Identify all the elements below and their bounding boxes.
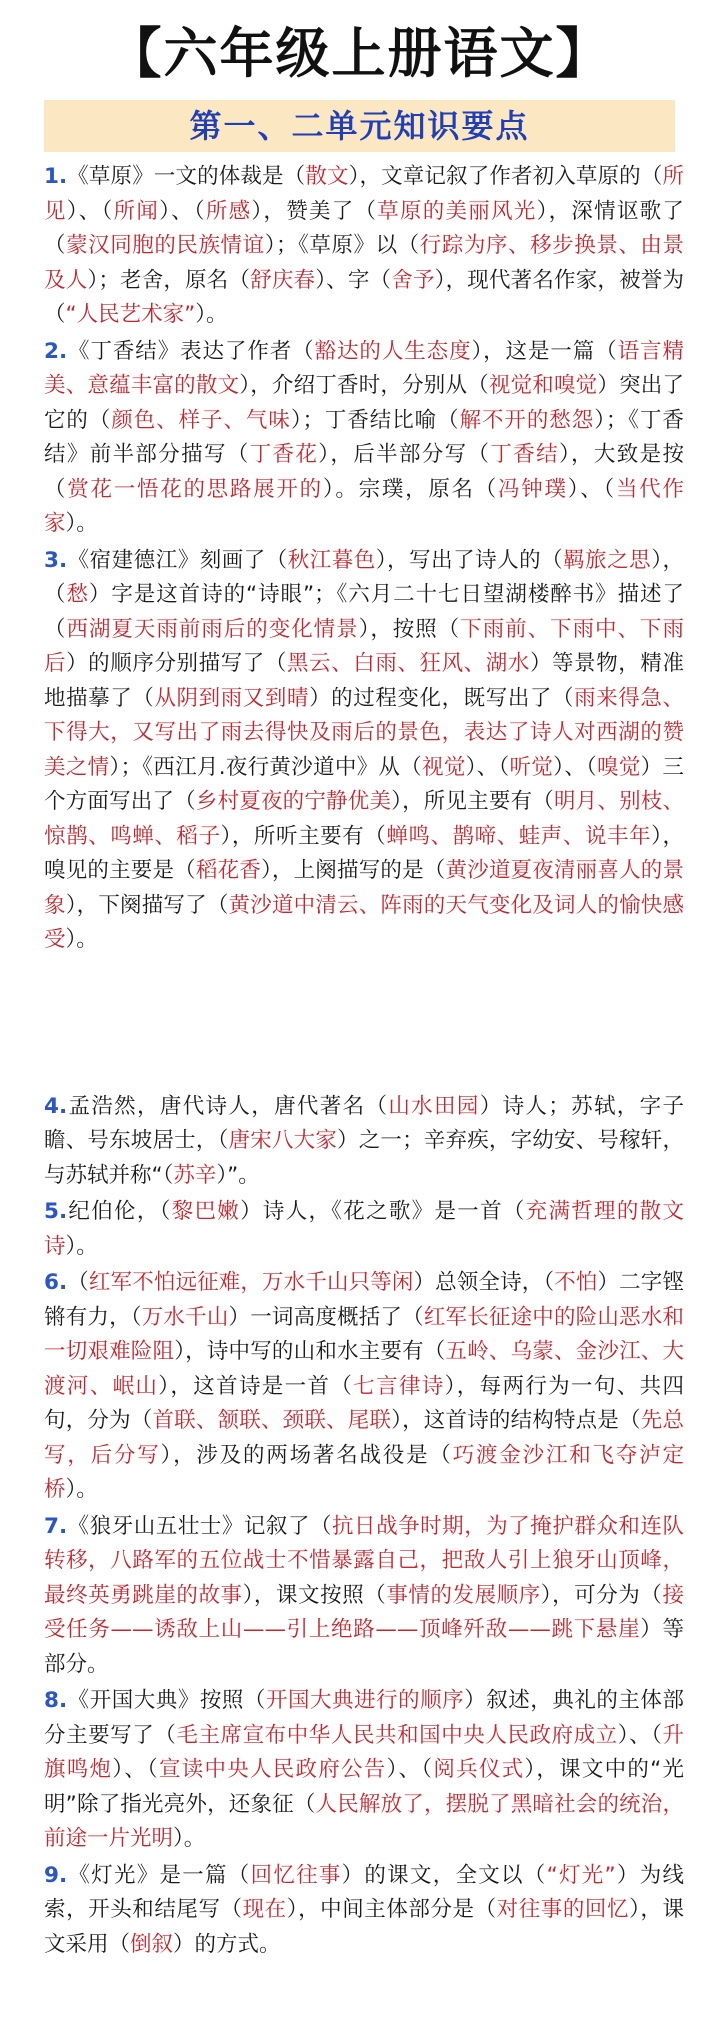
answer-text: 充满哲理的散文诗 [44, 1199, 684, 1259]
answer-text: 赏花一悟花的思路展开的 [67, 476, 323, 502]
list-item [44, 1195, 684, 1264]
question-text: ），大致是按（ [44, 442, 684, 502]
item-number: 4. [44, 1093, 68, 1119]
answer-text: 开国大典进行的顺序 [265, 1688, 465, 1713]
question-text: 孟浩然，唐代诗人，唐代著名（ [67, 1093, 389, 1119]
item-number: 7. [44, 1513, 68, 1539]
section-banner: 第一、二单元知识要点 [44, 100, 675, 152]
answer-text: 黑云、白雨、狂风、湖水 [286, 651, 530, 676]
answer-text: 所感 [205, 198, 252, 224]
question-text: 《丁香结》表达了作者（ [67, 338, 315, 364]
question-text: ）、（ [112, 1757, 160, 1782]
answer-text: 黎巴嫩 [171, 1199, 241, 1224]
question-text: （ [67, 1270, 89, 1295]
answer-text: 唐宋八大家 [228, 1128, 338, 1153]
question-text: 《宿建德江》刻画了（ [67, 547, 288, 573]
answer-text: 蝉鸣、鹊啼、蛙声、说丰年 [386, 823, 652, 849]
list-item [44, 544, 684, 958]
answer-text: 人民解放了，摆脱了黑暗社会的统治，前途一片光明 [44, 1791, 684, 1851]
question-text: ），中间主体部分是（ [286, 1897, 497, 1922]
item-number: 2. [44, 338, 68, 364]
answer-text: 接受任务——诱敌上山——引上绝路——顶峰歼敌——跳下悬崖 [44, 1582, 684, 1642]
answer-text: 视觉和嗅觉 [488, 373, 598, 398]
question-text: ），嗅见的主要是（ [44, 823, 684, 883]
list-item [44, 160, 684, 333]
question-text: ），所听主要有（ [220, 823, 387, 849]
question-text: ），可分为（ [540, 1582, 663, 1608]
question-text: ）；《西江月.夜行黄沙道中》从（ [109, 754, 423, 780]
question-text: ）。 [65, 1477, 98, 1502]
answer-text: 所闻 [113, 198, 160, 224]
answer-text: 万水千山 [141, 1304, 229, 1330]
question-text: ）诗人；苏轼，字子瞻、号东坡居士，（ [44, 1093, 684, 1153]
question-text: ），所见主要有（ [391, 789, 554, 814]
answer-text: 山水田园 [388, 1093, 480, 1119]
answer-text: 蒙汉同胞的民族情谊 [66, 233, 265, 258]
question-text: ），涉及的两场著名战役是（ [160, 1442, 453, 1468]
answer-text: 当代作家 [44, 476, 684, 536]
answer-text: 不怕 [554, 1270, 598, 1295]
page-title: 【六年级上册语文】 [107, 21, 612, 85]
question-text: ）的过程变化，既写出了（ [309, 685, 575, 711]
question-text: ）；老舍，原名（ [87, 267, 251, 293]
item-number: 5. [44, 1199, 68, 1224]
question-text: ）、（ [465, 754, 510, 780]
answer-text: 红军长征途中的险山恶水和一切艰难险阻 [44, 1304, 684, 1364]
answer-text: 丁香结 [490, 442, 559, 467]
answer-text: 羁旅之思 [563, 547, 652, 573]
answer-text: 雨来得急、下得大，又写出了雨去得快及雨后的景色，表达了诗人对西湖的赞美之情 [44, 685, 684, 780]
question-text: ）、（ [553, 754, 598, 780]
question-text: ），课文中的“光明”除了指光亮外，还象征（ [44, 1757, 684, 1817]
question-text: ）。 [65, 511, 98, 536]
question-text: ），介绍丁香时，分别从（ [239, 373, 489, 398]
question-text: ），这首诗的结构特点是（ [391, 1408, 641, 1433]
answer-text: 红军不怕远征难，万水千山只等闲 [88, 1270, 414, 1295]
answer-text: 稻花香 [195, 858, 261, 883]
answer-text: 抗日战争时期，为了掩护群众和连队转移，八路军的五位战士不惜暴露自己，把敌人引上狼牙山顶峰，最终英勇跳崖的故事 [44, 1513, 684, 1608]
question-text: ），后半部分写（ [318, 442, 491, 467]
question-text: ），（ [44, 547, 684, 607]
question-text: 《灯光》是一篇（ [67, 1862, 251, 1888]
question-text: ），写出了诗人的（ [375, 547, 564, 573]
list-item [44, 1510, 684, 1683]
list-item [44, 1090, 684, 1194]
question-text: ）字是这首诗的“诗眼”；《六月二十七日望湖楼醉书》描述了（ [44, 582, 684, 642]
question-text: ）、（ [617, 1722, 663, 1748]
question-text: ）。 [173, 1826, 206, 1851]
question-text: ），下阕描写了（ [65, 892, 229, 918]
answer-text: 事情的发展顺序 [386, 1582, 541, 1608]
question-text: ）之一；辛弃疾，字幼安、号稼轩，与苏轼并称“（ [44, 1128, 684, 1188]
answer-text: 解不开的愁怨 [459, 407, 595, 433]
answer-text: 语言精美、意蕴丰富的散文 [44, 338, 684, 398]
answer-text: 黄沙道中清云、阵雨的天气变化及词人的愉快感受 [44, 892, 684, 952]
question-text: ）。 [65, 927, 98, 952]
question-text: 纪伯伦，（ [67, 1199, 172, 1224]
answer-text: 嗅觉 [597, 754, 641, 780]
answer-text: 苏辛 [173, 1162, 217, 1188]
answer-text: 倒叙 [130, 1931, 174, 1957]
answer-text: 丁香花 [249, 442, 319, 467]
answer-text: 毛主席宣布中华人民共和国中央人民政府成立 [176, 1722, 618, 1748]
answer-text: 五岭、乌蒙、金沙江、大渡河、岷山 [44, 1339, 684, 1399]
answer-text: “灯光” [546, 1862, 616, 1888]
question-text: ），文章记叙了作者初入草原的（ [348, 164, 663, 189]
question-text: ）、（ [159, 198, 206, 224]
answer-text: 舒庆春 [250, 267, 316, 293]
answer-text: “人民艺术家” [65, 302, 196, 327]
item-number: 6. [44, 1270, 68, 1295]
question-text: ）为线索，开头和结尾写（ [44, 1862, 684, 1922]
answer-text: 回忆往事 [250, 1862, 342, 1888]
question-text: ），按照（ [358, 616, 461, 642]
answer-text: 西湖夏天雨前雨后的变化情景 [66, 616, 359, 642]
answer-text: 听觉 [509, 754, 554, 780]
question-text: ）的顺序分别描写了（ [66, 651, 287, 676]
item-number: 3. [44, 547, 68, 573]
question-text: ）二字铿锵有力，（ [44, 1270, 684, 1330]
item-number: 1. [44, 164, 68, 189]
question-text: ）诗人，《花之歌》是一首（ [240, 1199, 526, 1224]
answer-text: 下雨前、下雨中、下雨后 [44, 616, 684, 676]
list-item [44, 1859, 684, 1963]
answer-text: 所见 [44, 164, 684, 224]
question-text: ），上阕描写的是（ [260, 858, 446, 883]
answer-text: 首联、颔联、颈联、尾联 [152, 1408, 392, 1433]
answer-text: 冯钟璞 [498, 476, 568, 502]
question-text: ），现代著名作家，被誉为（ [44, 267, 684, 327]
blank-gap [44, 960, 684, 1090]
answer-text: 行踪为序、移步换景、由景及人 [44, 233, 684, 293]
question-text: ）总领全诗，（ [413, 1270, 555, 1295]
knowledge-list [44, 160, 684, 1964]
question-text: ），深情讴歌了（ [44, 198, 684, 258]
question-text: ）、（ [386, 1757, 434, 1782]
item-number: 9. [44, 1862, 68, 1888]
question-text: ）；丁香结比喻（ [290, 407, 460, 433]
answer-text: 升旗鸣炮 [44, 1722, 684, 1782]
question-text: 《草原》一文的体裁是（ [67, 164, 306, 189]
question-text: ）。宗璞，原名（ [322, 476, 499, 502]
question-text: ），这是一篇（ [471, 338, 618, 364]
answer-text: 阅兵仪式 [433, 1757, 525, 1782]
question-text: ）；《草原》以（ [264, 233, 420, 258]
answer-text: 乡村夏夜的宁静优美 [195, 789, 392, 814]
question-text: ），课文按照（ [242, 1582, 387, 1608]
question-text: ）等景物，精准地描摹了（ [44, 651, 684, 711]
question-text: ），课文采用（ [44, 1897, 684, 1957]
question-text: 《开国大典》按照（ [67, 1688, 266, 1713]
item-number: 8. [44, 1688, 68, 1713]
answer-text: 宣读中央人民政府公告 [159, 1757, 387, 1782]
question-text: ）；《丁香结》前半部分描写（ [44, 407, 684, 467]
answer-text: 巧渡金沙江和飞夺泸定桥 [44, 1442, 684, 1502]
list-item [44, 1266, 684, 1508]
question-text: ）的方式。 [173, 1931, 281, 1957]
question-text: ），诗中写的山和水主要有（ [174, 1339, 446, 1364]
answer-text: 草原的美丽风光 [377, 198, 537, 224]
question-text: ）、（ [567, 476, 616, 502]
answer-text: 秋江暮色 [287, 547, 376, 573]
answer-text: 视觉 [422, 754, 466, 780]
question-text: ）突出了它的（ [44, 373, 684, 433]
question-text: ）叙述，典礼的主体部分主要写了（ [44, 1688, 684, 1748]
question-text: 《狼牙山五壮士》记叙了（ [67, 1513, 333, 1539]
answer-text: 对往事的回忆 [496, 1897, 630, 1922]
answer-text: 黄沙道夏夜清丽喜人的景象 [44, 858, 684, 918]
answer-text: 明月、别枝、惊鹊、鸣蝉、稻子 [44, 789, 684, 849]
list-item [44, 335, 684, 542]
answer-text: 现在 [242, 1897, 287, 1922]
answer-text: 舍予 [391, 267, 435, 293]
question-text: ）的课文，全文以（ [341, 1862, 547, 1888]
question-text: ）一词高度概括了（ [228, 1304, 424, 1330]
list-item [44, 1684, 684, 1857]
answer-text: 七言律诗 [353, 1373, 445, 1399]
answer-text: 先总写，后分写 [44, 1408, 684, 1468]
question-text: ）、（ [66, 198, 114, 224]
question-text: ）”。 [216, 1162, 260, 1188]
question-text: ）三个方面写出了（ [44, 754, 684, 814]
question-text: ），赞美了（ [251, 198, 378, 224]
question-text: ）、字（ [315, 267, 392, 293]
question-text: ）。 [195, 302, 228, 327]
answer-text: 从阴到雨又到晴 [154, 685, 310, 711]
question-text: ）。 [65, 1233, 98, 1259]
answer-text: 颜色、样子、气味 [111, 407, 291, 433]
question-text: ），每两行为一句、共四句，分为（ [44, 1373, 684, 1433]
answer-text: 散文 [305, 164, 349, 189]
answer-text: 愁 [66, 582, 89, 607]
answer-text: 豁达的人生态度 [314, 338, 472, 364]
question-text: ），这首诗是一首（ [158, 1373, 354, 1399]
question-text: ）等部分。 [44, 1617, 684, 1677]
